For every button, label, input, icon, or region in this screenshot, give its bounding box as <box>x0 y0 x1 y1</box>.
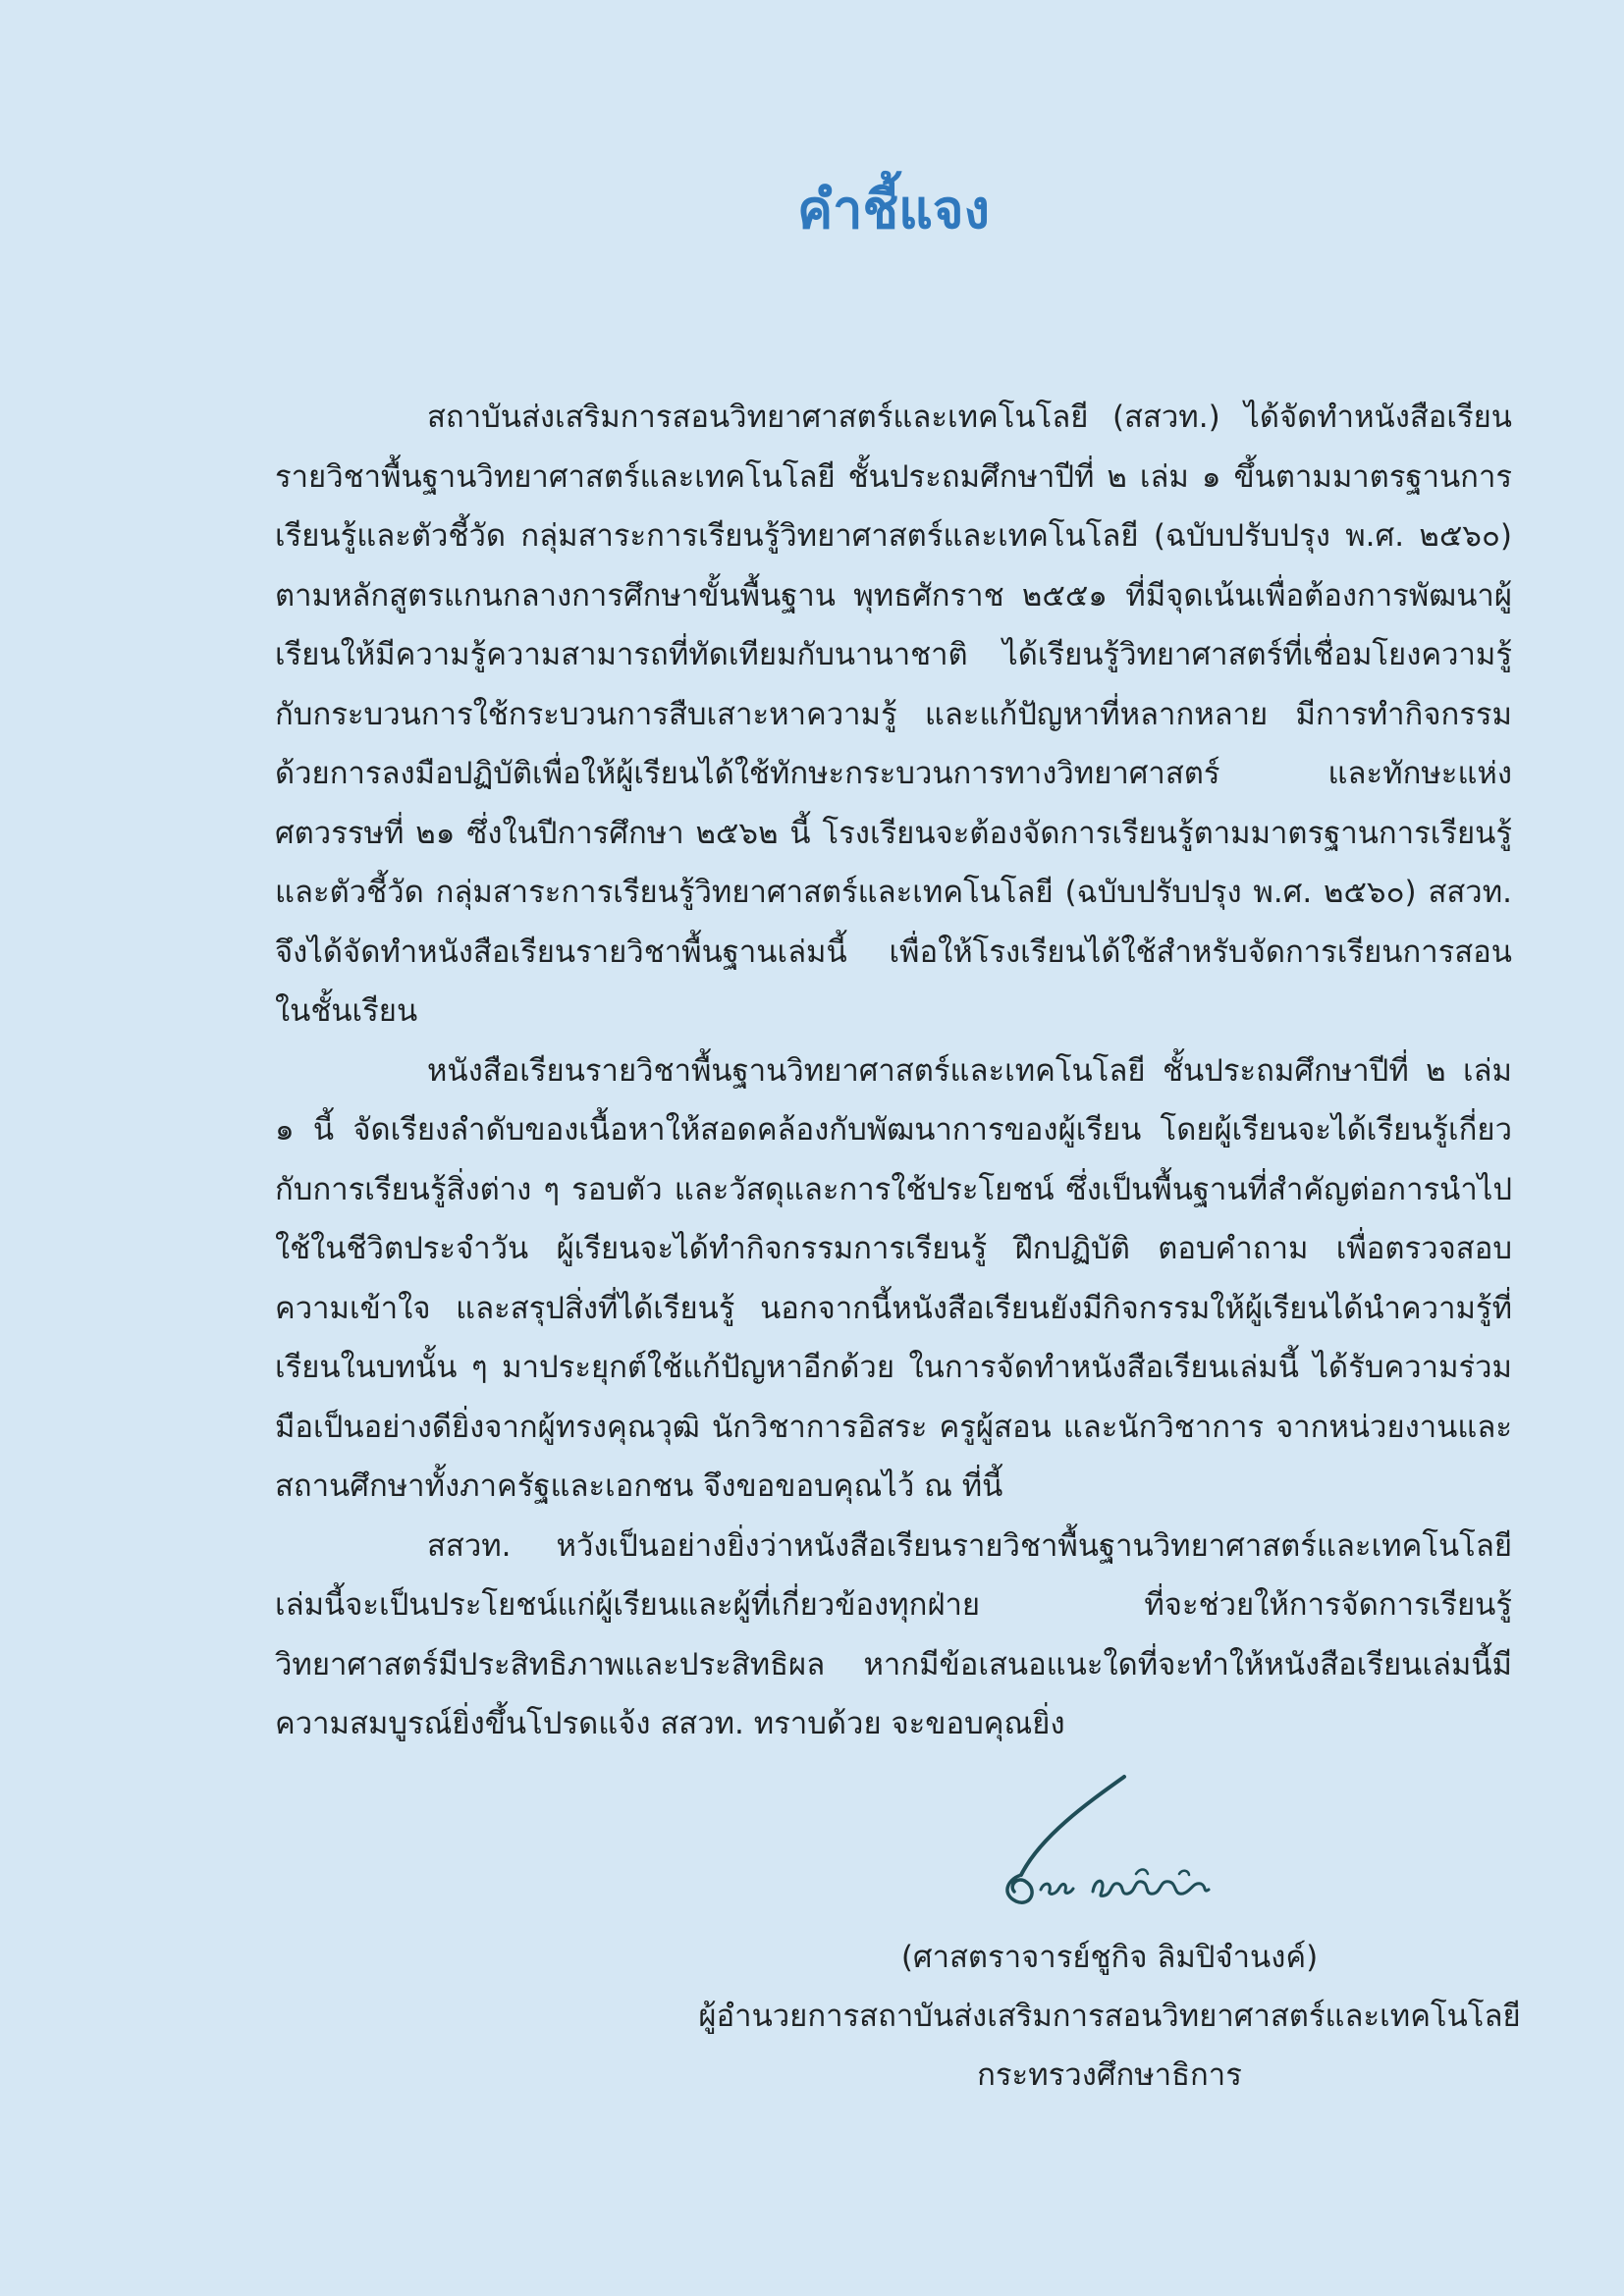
signer-position: ผู้อำนวยการสถาบันส่งเสริมการสอนวิทยาศาสตร์และเทคโนโลยี <box>698 1999 1521 2034</box>
paragraph-book-content: หนังสือเรียนรายวิชาพื้นฐานวิทยาศาสตร์และเทคโนโลยี ชั้นประถมศึกษาปีที่ ๒ เล่ม ๑ นี้ จัดเรียงลำดับของเนื้อหาให้สอดคล้องกับพัฒนาการของผู้เรียน โดยผู้เรียนจะได้เรียนรู้เกี่ยวกับการเรียนรู้สิ่งต่าง ๆ รอบตัว และวัสดุและการใช้ประโยชน์ ซึ่งเป็นพื้นฐานที่สำคัญต่อการนำไปใช้ในชีวิตประจำวัน ผู้เรียนจะได้ทำกิจกรรมการเรียนรู้ ฝึกปฏิบัติ ตอบคำถาม เพื่อตรวจสอบความเข้าใจ และสรุปสิ่งที่ได้เรียนรู้ นอกจากนี้หนังสือเรียนยังมีกิจกรรมให้ผู้เรียนได้นำความรู้ที่เรียนในบทนั้น ๆ มาประยุกต์ใช้แก้ปัญหาอีกด้วย ในการจัดทำหนังสือเรียนเล่มนี้ ได้รับความร่วมมือเป็นอย่างดียิ่งจากผู้ทรงคุณวุฒิ นักวิชาการอิสระ ครูผู้สอน และนักวิชาการ จากหน่วยงานและสถานศึกษาทั้งภาครัฐและเอกชน จึงขอขอบคุณไว้ ณ ที่นี้ <box>275 1052 1512 1504</box>
handwritten-signature-icon <box>987 1772 1232 1919</box>
signer-name: (ศาสตราจารย์ชูกิจ ลิมปิจำนงค์) <box>900 1940 1319 1975</box>
page-title: คำชี้แจง <box>797 179 990 240</box>
body-text <box>275 388 1512 1754</box>
paragraph-closing: สสวท. หวังเป็นอย่างยิ่งว่าหนังสือเรียนรายวิชาพื้นฐานวิทยาศาสตร์และเทคโนโลยีเล่มนี้จะเป็นประโยชน์แก่ผู้เรียนและผู้ที่เกี่ยวข้องทุกฝ่าย ที่จะช่วยให้การจัดการเรียนรู้วิทยาศาสตร์มีประสิทธิภาพและประสิทธิผล หากมีข้อเสนอแนะใดที่จะทำให้หนังสือเรียนเล่มนี้มีความสมบูรณ์ยิ่งขึ้นโปรดแจ้ง สสวท. ทราบด้วย จะขอบคุณยิ่ง <box>275 1527 1512 1741</box>
signer-organization: กระทรวงศึกษาธิการ <box>977 2057 1242 2093</box>
paragraph-introduction: สถาบันส่งเสริมการสอนวิทยาศาสตร์และเทคโนโลยี (สสวท.) ได้จัดทำหนังสือเรียนรายวิชาพื้นฐานวิทยาศาสตร์และเทคโนโลยี ชั้นประถมศึกษาปีที่ ๒ เล่ม ๑ ขึ้นตามมาตรฐานการเรียนรู้และตัวชี้วัด กลุ่มสาระการเรียนรู้วิทยาศาสตร์และเทคโนโลยี (ฉบับปรับปรุง พ.ศ. ๒๕๖๐) ตามหลักสูตรแกนกลางการศึกษาขั้นพื้นฐาน พุทธศักราช ๒๕๕๑ ที่มีจุดเน้นเพื่อต้องการพัฒนาผู้เรียนให้มีความรู้ความสามารถที่ทัดเทียมกับนานาชาติ ได้เรียนรู้วิทยาศาสตร์ที่เชื่อมโยงความรู้กับกระบวนการใช้กระบวนการสืบเสาะหาความรู้ และแก้ปัญหาที่หลากหลาย มีการทำกิจกรรมด้วยการลงมือปฏิบัติเพื่อให้ผู้เรียนได้ใช้ทักษะกระบวนการทางวิทยาศาสตร์ และทักษะแห่งศตวรรษที่ ๒๑ ซึ่งในปีการศึกษา ๒๕๖๒ นี้ โรงเรียนจะต้องจัดการเรียนรู้ตามมาตรฐานการเรียนรู้และตัวชี้วัด กลุ่มสาระการเรียนรู้วิทยาศาสตร์และเทคโนโลยี (ฉบับปรับปรุง พ.ศ. ๒๕๖๐) สสวท. จึงได้จัดทำหนังสือเรียนรายวิชาพื้นฐานเล่มนี้ เพื่อให้โรงเรียนได้ใช้สำหรับจัดการเรียนการสอนในชั้นเรียน <box>275 400 1512 1029</box>
